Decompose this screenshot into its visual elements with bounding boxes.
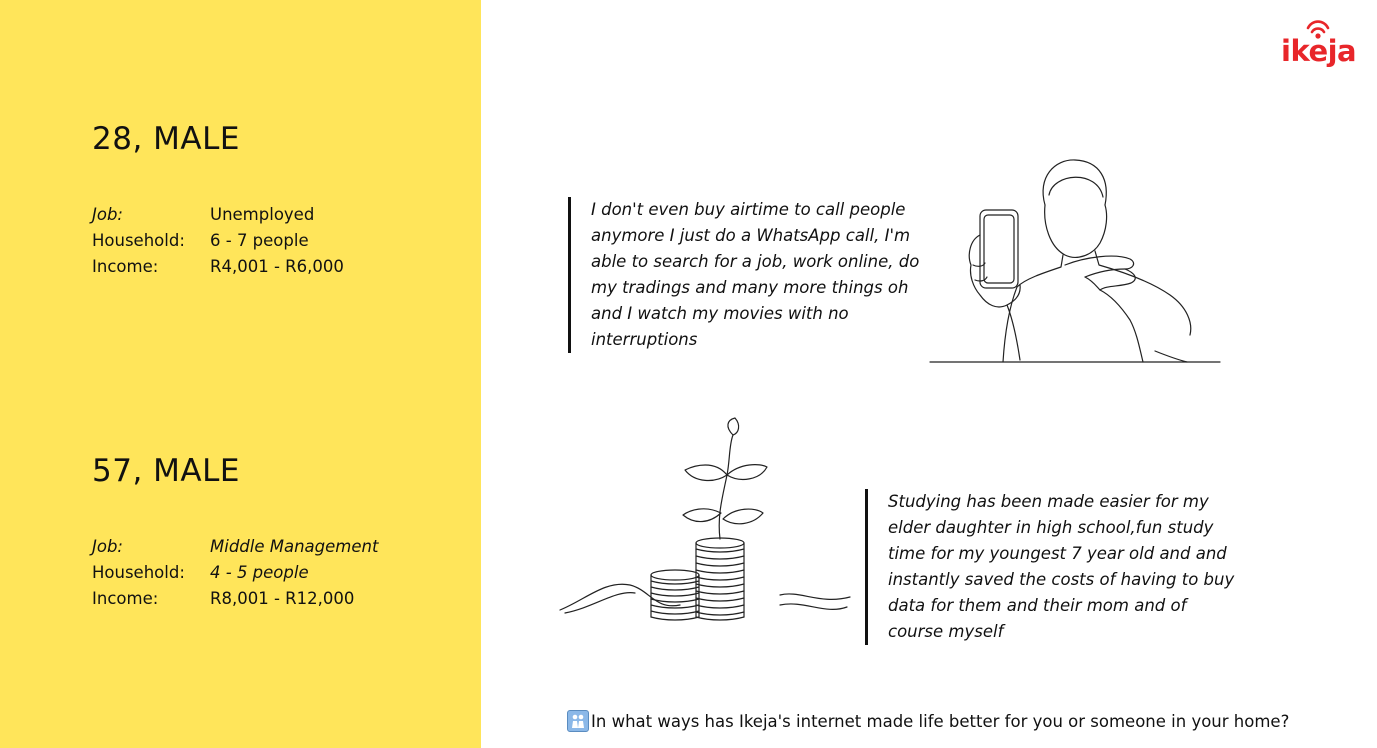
people-icon — [567, 710, 589, 732]
testimonial-quote-2: Studying has been made easier for my elder daughter in high school,fun study time for my youngest 7 year old and and instantly saved the costs of having to buy data for them and their mom and of course myself — [865, 489, 1235, 645]
logo-wordmark: ikeja — [1281, 34, 1357, 68]
detail-label: Household: — [92, 231, 185, 250]
detail-value: R4,001 - R6,000 — [210, 257, 344, 276]
detail-value: Middle Management — [210, 537, 379, 556]
survey-question-text: In what ways has Ikeja's internet made life better for you or someone in your home? — [591, 711, 1290, 731]
survey-question — [567, 709, 1289, 733]
persona-detail-income — [92, 254, 344, 280]
detail-value: Unemployed — [210, 205, 315, 224]
detail-label: Household: — [92, 563, 185, 582]
detail-label: Income: — [92, 589, 159, 608]
persona-detail-income — [92, 586, 378, 612]
persona-card-1 — [92, 120, 344, 280]
persona-detail-job — [92, 534, 378, 560]
detail-value: 4 - 5 people — [210, 563, 309, 582]
persona-detail-household — [92, 560, 378, 586]
persona-heading: 28, MALE — [92, 121, 240, 157]
persona-panel — [0, 0, 481, 748]
persona-heading: 57, MALE — [92, 453, 240, 489]
testimonial-quote-1: I don't even buy airtime to call people anymore I just do a WhatsApp call, I'm able to search for a job, work online, do my tradings and many more things oh and I watch my movies with no interruptions — [568, 197, 928, 353]
ikeja-logo — [1281, 18, 1357, 74]
detail-label: Job: — [92, 537, 123, 556]
detail-value: R8,001 - R12,000 — [210, 589, 355, 608]
detail-value: 6 - 7 people — [210, 231, 309, 250]
persona-card-2 — [92, 452, 378, 612]
detail-label: Income: — [92, 257, 159, 276]
man-with-phone-illustration — [925, 155, 1225, 367]
persona-detail-household — [92, 228, 344, 254]
persona-detail-job — [92, 202, 344, 228]
coin-stack-plant-illustration — [555, 415, 855, 625]
detail-label: Job: — [92, 205, 123, 224]
